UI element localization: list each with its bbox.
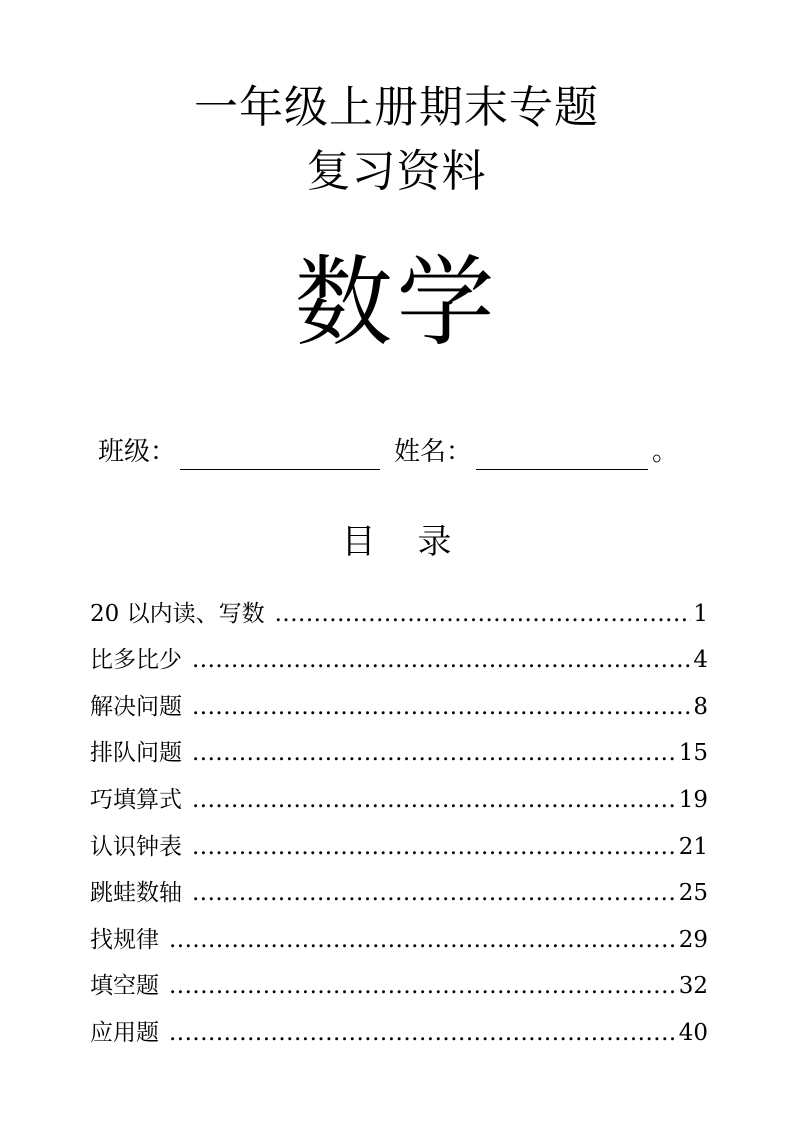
toc-entry-label: 找规律 [90, 926, 159, 953]
title-line-2: 复习资料 [306, 146, 487, 197]
toc-leader-dots [192, 785, 677, 815]
end-mark: 。 [652, 437, 679, 467]
toc-entry-label: 认识钟表 [90, 833, 182, 860]
toc-entry-label: 巧填算式 [90, 786, 182, 813]
toc-entry-page: 8 [693, 693, 708, 720]
toc-entry-page: 1 [693, 600, 708, 627]
toc-leader-dots [169, 971, 677, 1001]
subject-title: 数学 [294, 246, 499, 360]
toc-entry-page: 29 [678, 926, 708, 953]
toc-leader-dots [169, 925, 677, 955]
toc-leader-dots [192, 645, 691, 675]
toc-entry-label: 填空题 [90, 973, 159, 1000]
toc-entry-page: 19 [678, 786, 708, 813]
name-blank-line[interactable] [476, 439, 648, 470]
toc-entry[interactable] [90, 582, 708, 629]
toc-leader-dots [192, 738, 677, 768]
toc-entry[interactable] [90, 722, 708, 769]
toc-leader-dots [192, 832, 677, 862]
toc-entry-page: 21 [678, 833, 708, 860]
toc-entry-page: 15 [678, 740, 708, 767]
toc-heading [0, 518, 793, 566]
toc-entry-page: 32 [678, 973, 708, 1000]
toc-leader-dots [169, 1018, 677, 1048]
toc-entry[interactable] [90, 675, 708, 722]
student-info-row [98, 430, 678, 470]
toc-entry[interactable] [90, 768, 708, 815]
toc-entry[interactable] [90, 815, 708, 862]
toc-heading-char-2: 录 [417, 522, 452, 562]
class-label: 班级： [98, 437, 177, 467]
toc-leader-dots [192, 692, 691, 722]
toc-entry-page: 4 [693, 647, 708, 674]
toc-entry-label: 应用题 [90, 1019, 159, 1046]
name-label: 姓名： [394, 437, 473, 467]
class-blank-line[interactable] [180, 439, 380, 470]
toc-entry[interactable] [90, 955, 708, 1002]
toc-entry-label: 跳蛙数轴 [90, 880, 182, 907]
toc-entry-page: 25 [678, 880, 708, 907]
toc-entry-page: 40 [678, 1019, 708, 1046]
toc-entry-label: 比多比少 [90, 647, 182, 674]
toc-entry[interactable] [90, 1001, 708, 1048]
table-of-contents [90, 582, 708, 1048]
toc-leader-dots [192, 878, 677, 908]
toc-entry[interactable] [90, 908, 708, 955]
toc-entry-label: 解决问题 [90, 693, 182, 720]
toc-entry[interactable] [90, 629, 708, 676]
toc-entry-label: 排队问题 [90, 740, 182, 767]
toc-heading-char-1: 目 [341, 522, 376, 562]
toc-entry[interactable] [90, 862, 708, 909]
title-line-1: 一年级上册期末专题 [194, 82, 599, 133]
toc-leader-dots [275, 599, 692, 629]
toc-entry-label: 20 以内读、写数 [90, 600, 265, 627]
